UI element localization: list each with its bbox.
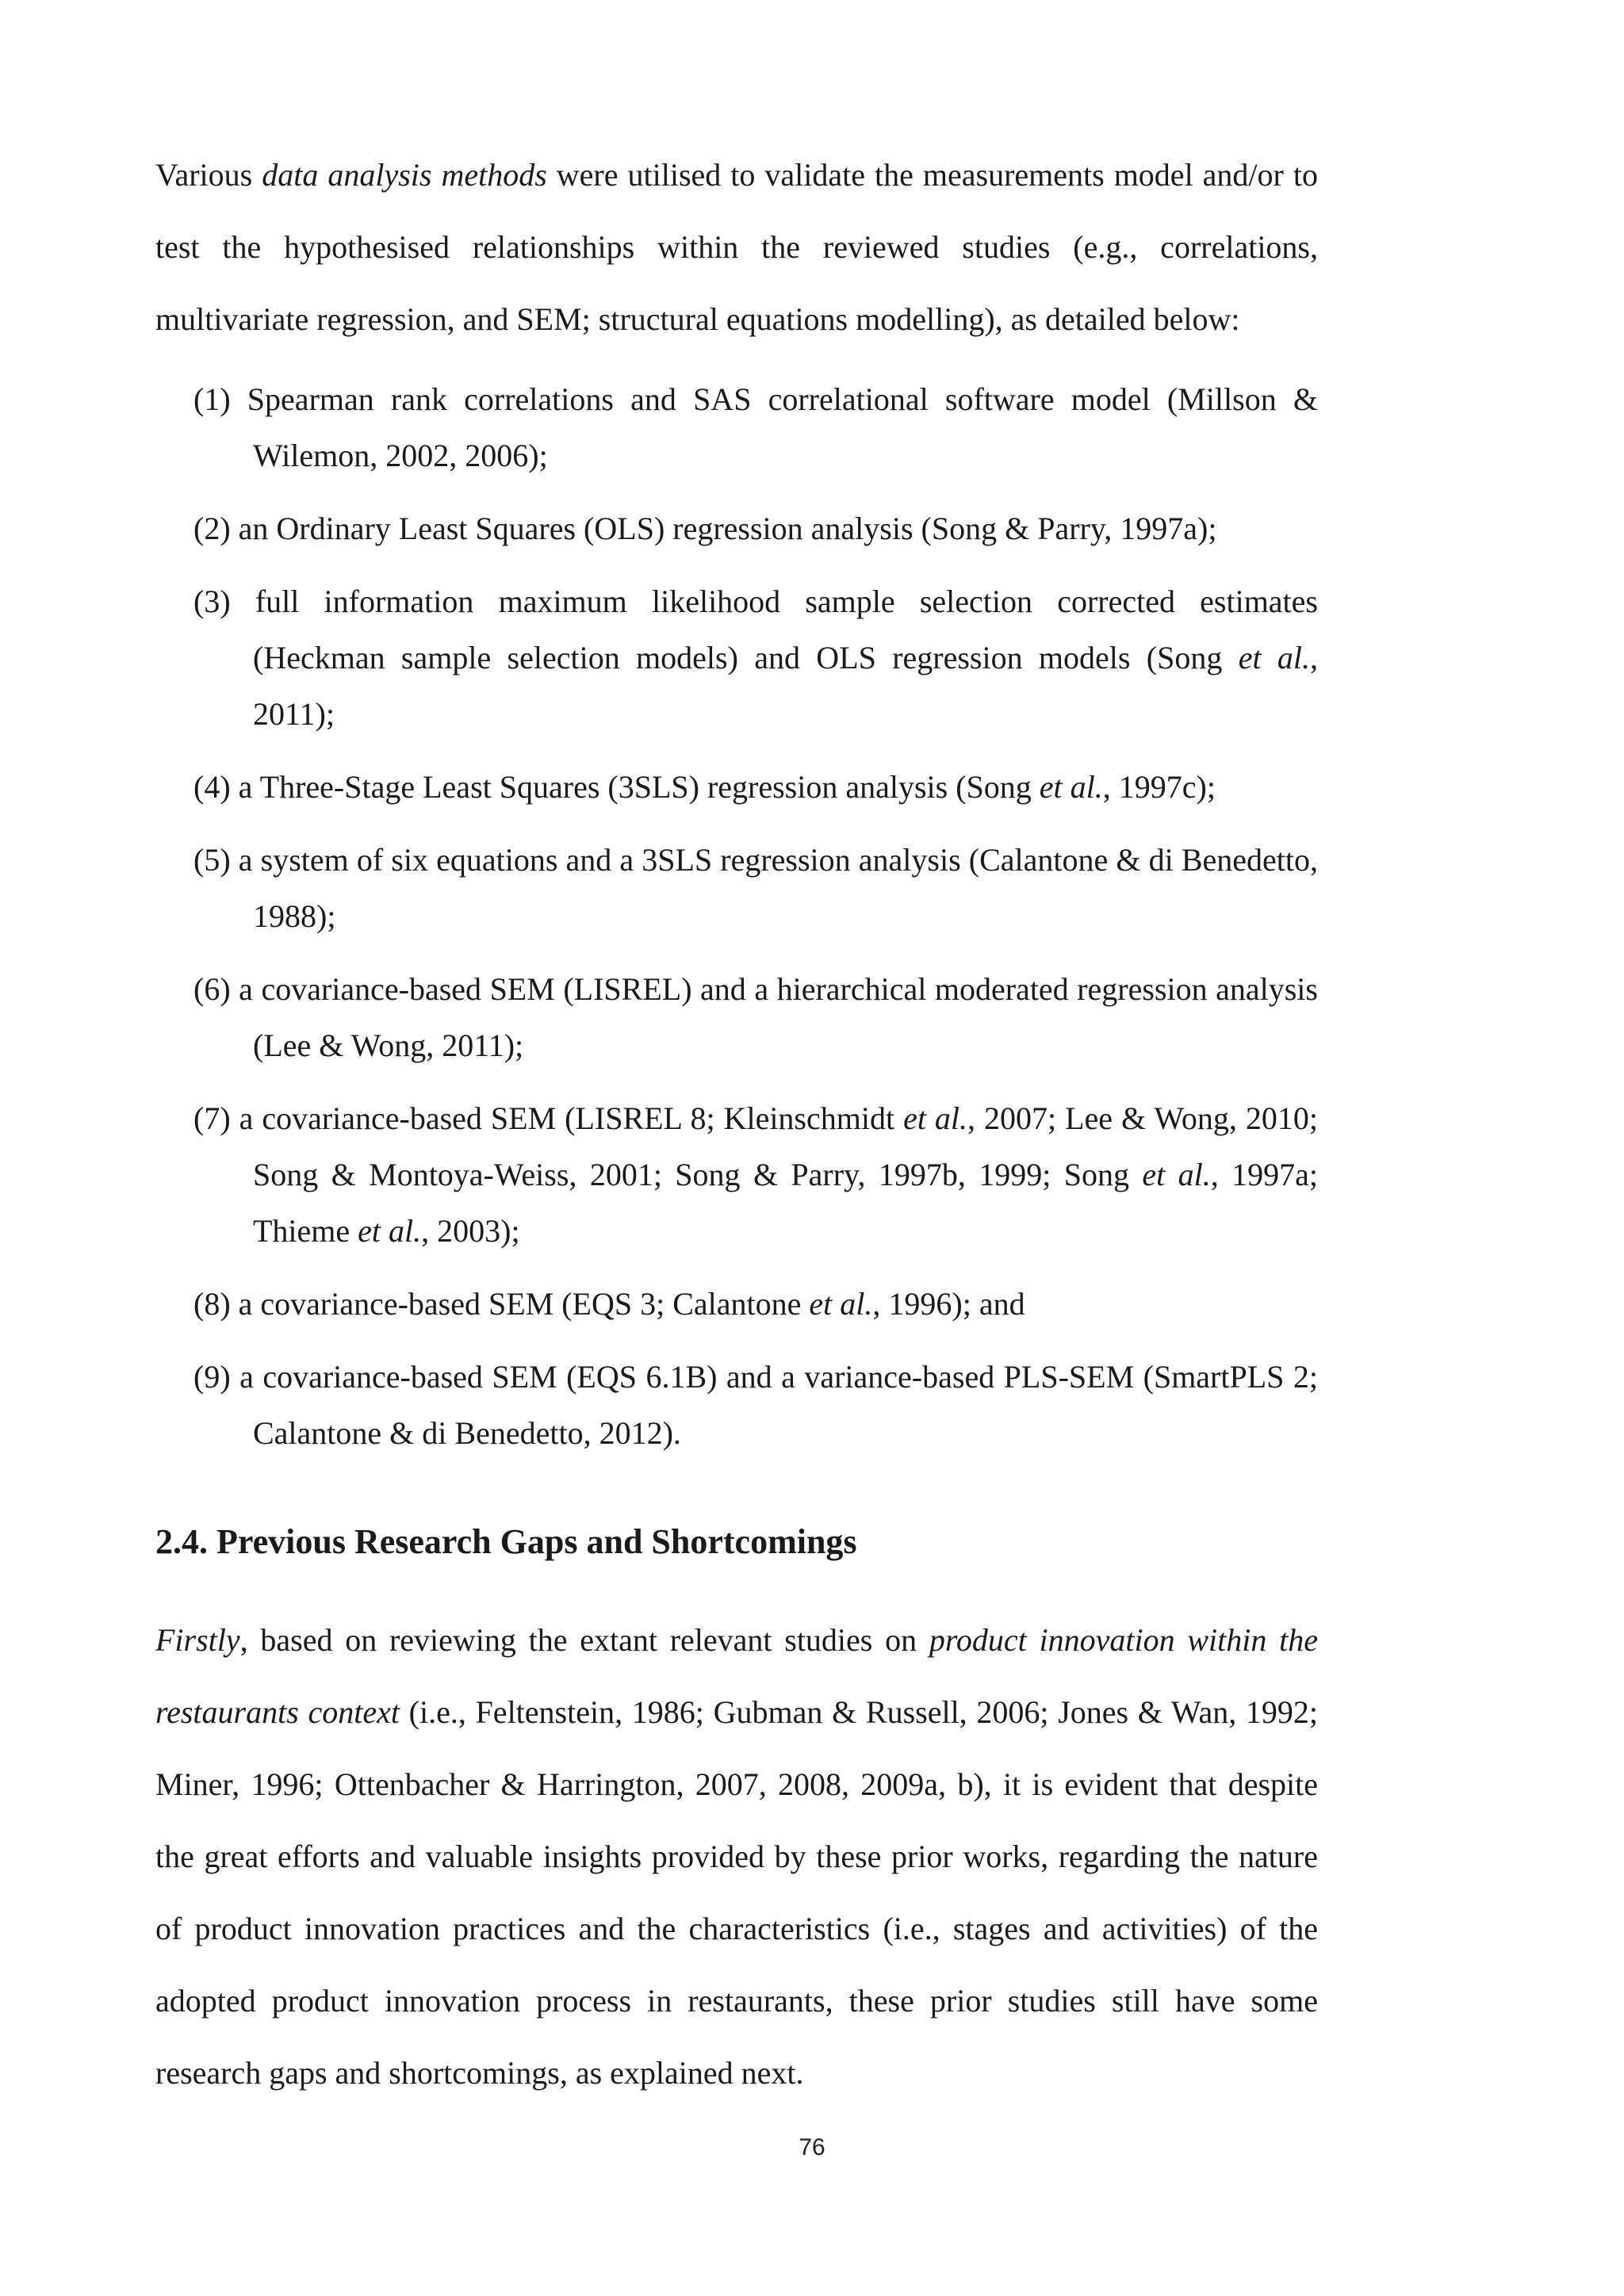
- list-item-7-text-1: (7) a covariance-based SEM (LISREL 8; Kleinschmidt: [193, 1100, 904, 1136]
- intro-emphasis: data analysis methods: [262, 157, 547, 193]
- list-item-7: [193, 1090, 1318, 1259]
- page-number: 76: [799, 2134, 825, 2160]
- list-item-8-emphasis: et al.: [809, 1286, 873, 1322]
- list-item-3-emphasis: et al.: [1238, 640, 1310, 675]
- list-item-2-text: (2) an Ordinary Least Squares (OLS) regression analysis (Song & Parry, 1997a);: [193, 511, 1217, 546]
- list-item-4-text-2: , 1997c);: [1102, 769, 1216, 805]
- intro-text-1: Various: [155, 157, 262, 193]
- list-item-8-text-2: , 1996); and: [872, 1286, 1025, 1322]
- list-item-6: [193, 961, 1318, 1073]
- list-item-7-emphasis-1: et al.: [903, 1100, 968, 1136]
- list-item-8: [193, 1276, 1318, 1332]
- list-item-9-text: (9) a covariance-based SEM (EQS 6.1B) and a variance-based PLS-SEM (SmartPLS 2; Calantone & di Benedetto, 2012).: [193, 1359, 1318, 1451]
- section-heading: 2.4. Previous Research Gaps and Shortcomings: [155, 1522, 857, 1561]
- list-item-5-text: (5) a system of six equations and a 3SLS regression analysis (Calantone & di Benedetto, 1988);: [193, 842, 1318, 934]
- list-item-1: [193, 371, 1318, 484]
- list-item-7-emphasis-2: et al.: [1142, 1157, 1211, 1192]
- section-emphasis-1: Firstly: [155, 1622, 240, 1658]
- list-item-8-text-1: (8) a covariance-based SEM (EQS 3; Calantone: [193, 1286, 810, 1322]
- list-item-3-text-1: (3) full information maximum likelihood sample selection corrected estimates (Heckman sample selection models) and OLS regression models (Song: [193, 584, 1318, 675]
- list-item-9: [193, 1349, 1318, 1461]
- section-emphasis-2: product innovation within the restaurants context: [155, 1622, 1318, 1730]
- list-item-6-text: (6) a covariance-based SEM (LISREL) and a hierarchical moderated regression analysis (Lee & Wong, 2011);: [193, 971, 1318, 1063]
- section-paragraph: [155, 1604, 1318, 2109]
- section-text-1: , based on reviewing the extant relevant studies on: [239, 1622, 929, 1658]
- list-item-7-emphasis-3: et al.: [358, 1213, 422, 1249]
- list-item-4-text-1: (4) a Three-Stage Least Squares (3SLS) regression analysis (Song: [193, 769, 1040, 805]
- section-text-2: (i.e., Feltenstein, 1986; Gubman & Russell, 2006; Jones & Wan, 1992; Miner, 1996; Ottenbacher & Harrington, 2007, 2008, 2009a, b), it is evident that despite the great efforts and valuable insights provided by these prior works, regarding the nature of product innovation practices and the characteristics (i.e., stages and activities) of the adopted product innovation process in restaurants, these prior studies still have some research gaps and shortcomings, as explained next.: [155, 1694, 1319, 2091]
- list-item-7-text-2: , 2007; Lee & Wong, 2010; Song & Montoya-Weiss, 2001; Song & Parry, 1997b, 1999; Song: [253, 1100, 1319, 1192]
- intro-text-2: were utilised to validate the measurements model and/or to test the hypothesised relationships within the reviewed studies (e.g., correlations, multivariate regression, and SEM; structural equations modelling), as detailed below:: [155, 157, 1318, 337]
- list-item-7-text-4: , 2003);: [421, 1213, 520, 1249]
- list-item-3: [193, 573, 1318, 742]
- list-item-4: [193, 759, 1318, 815]
- list-item-3-text-2: , 2011);: [253, 640, 1318, 732]
- list-item-1-text: (1) Spearman rank correlations and SAS correlational software model (Millson & Wilemon, 2002, 2006);: [193, 381, 1318, 473]
- list-item-5: [193, 832, 1318, 944]
- list-item-4-emphasis: et al.: [1039, 769, 1103, 805]
- intro-paragraph: [155, 139, 1318, 355]
- list-item-7-text-3: , 1997a; Thieme: [253, 1157, 1318, 1249]
- list-item-2: [193, 500, 1318, 557]
- methods-list: [193, 371, 1318, 1478]
